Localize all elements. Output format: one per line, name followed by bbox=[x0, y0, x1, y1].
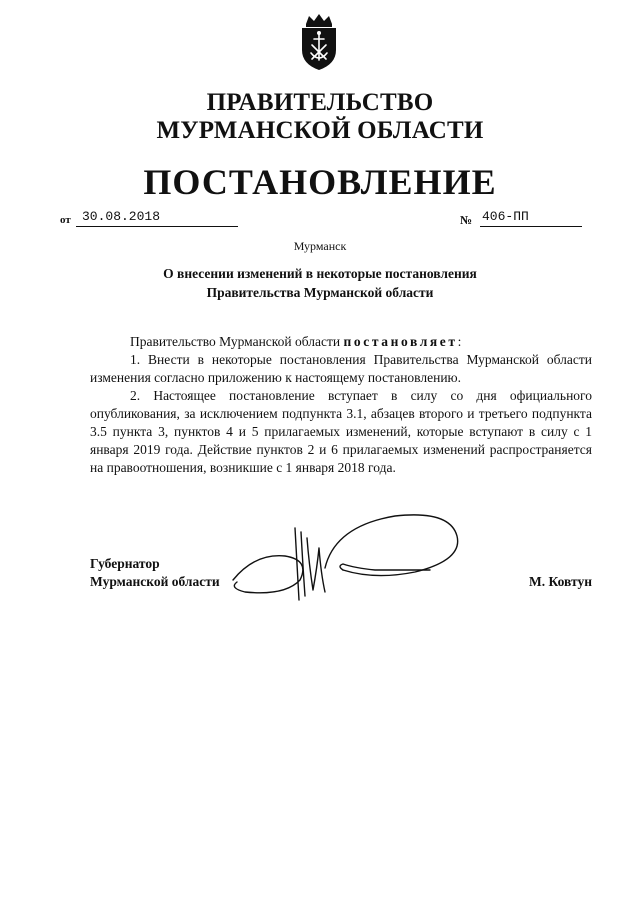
document-date: 30.08.2018 bbox=[76, 208, 238, 227]
city-name: Мурманск bbox=[293, 239, 347, 253]
organization-name-line2: МУРМАНСКОЙ ОБЛАСТИ bbox=[156, 117, 484, 144]
decree-verb: постановляет bbox=[343, 334, 458, 349]
subject-line2: Правительства Мурманской области bbox=[206, 285, 434, 300]
document-type-title: ПОСТАНОВЛЕНИЕ bbox=[143, 162, 497, 202]
document-number: 406-ПП bbox=[480, 208, 582, 227]
signer-name: М. Ковтун bbox=[529, 574, 592, 589]
signer-title-line1: Губернатор bbox=[90, 556, 160, 571]
subject-line1: О внесении изменений в некоторые постановления bbox=[163, 266, 477, 281]
coat-of-arms-icon bbox=[298, 12, 340, 72]
organization-name-line1: ПРАВИТЕЛЬСТВО bbox=[206, 89, 434, 116]
document-body bbox=[90, 333, 592, 477]
item-2-paragraph: 2. Настоящее постановление вступает в силу со дня официального опубликования, за исключением подпункта 3.1, абзацев второго и третьего подпункта 3.5 пункта 3, пунктов 4 и 5 прилагаемых изменений, которые вступают в силу с 1 января 2019 года. Действие пунктов 2 и 6 прилагаемых изменений распространяется на правоотношения, возникшие с 1 января 2018 года. bbox=[90, 388, 592, 475]
number-prefix: № bbox=[460, 213, 473, 227]
intro-colon: : bbox=[457, 334, 462, 349]
intro-paragraph bbox=[90, 333, 592, 351]
date-prefix: от bbox=[60, 214, 71, 226]
registration-row bbox=[60, 208, 580, 230]
handwritten-signature-icon bbox=[225, 508, 475, 608]
signer-title bbox=[90, 555, 220, 591]
intro-text: Правительство Мурманской области bbox=[130, 334, 344, 349]
signer-title-line2: Мурманской области bbox=[90, 574, 220, 589]
item-1-paragraph: 1. Внести в некоторые постановления Правительства Мурманской области изменения согласно приложению к настоящему постановлению. bbox=[90, 352, 592, 385]
